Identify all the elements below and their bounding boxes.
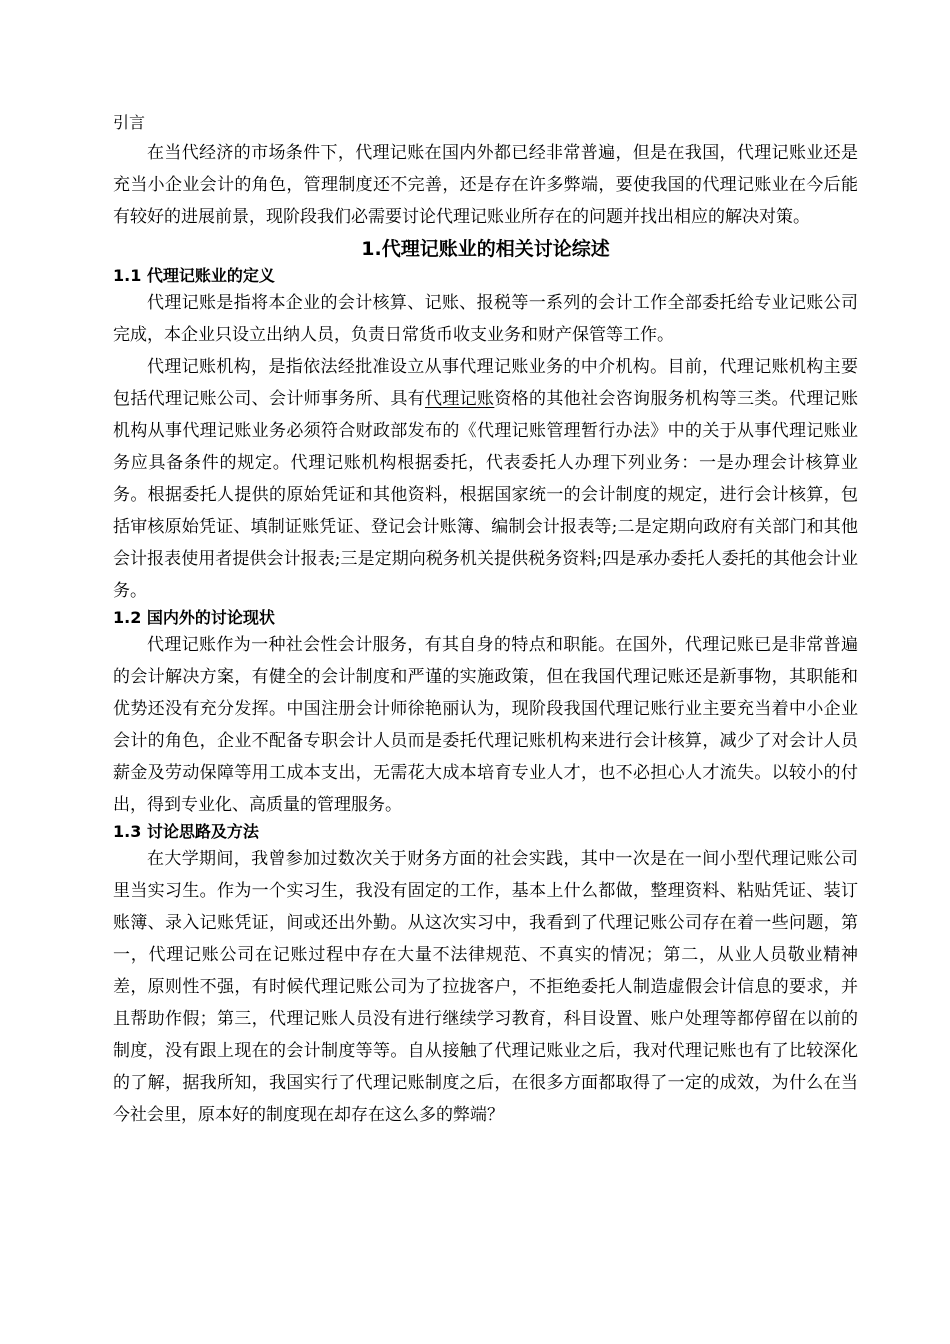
document-body [113,113,858,1131]
section-heading-1-1: 1.1 代理记账业的定义 [113,266,275,285]
chapter-title: 1.代理记账业的相关讨论综述 [361,238,610,260]
section-heading-1-2: 1.2 国内外的讨论现状 [113,608,275,627]
intro-paragraph: 在当代经济的市场条件下，代理记账在国内外都已经非常普遍，但是在我国，代理记账业还是充当小企业会计的角色，管理制度还不完善，还是存在许多弊端，要使我国的代理记账业在今后能有较好的进展前景，现阶段我们必需要讨论代理记账业所存在的问题并找出相应的解决对策。 [113,143,858,227]
section-1-2-paragraph-1: 代理记账作为一种社会性会计服务，有其自身的特点和职能。在国外，代理记账已是非常普遍的会计解决方案，有健全的会计制度和严谨的实施政策，但在我国代理记账还是新事物，其职能和优势还没有充分发挥。中国注册会计师徐艳丽认为，现阶段我国代理记账行业主要充当着中小企业会计的角色，企业不配备专职会计人员而是委托代理记账机构来进行会计核算，减少了对会计人员薪金及劳动保障等用工成本支出，无需花大成本培育专业人才，也不必担心人才流失。以较小的付出，得到专业化、高质量的管理服务。 [113,635,858,815]
intro-label: 引言 [113,113,146,132]
section-1-3-paragraph-1: 在大学期间，我曾参加过数次关于财务方面的社会实践，其中一次是在一间小型代理记账公司里当实习生。作为一个实习生，我没有固定的工作，基本上什么都做，整理资料、粘贴凭证、装订账簿、录入记账凭证，间或还出外勤。从这次实习中，我看到了代理记账公司存在着一些问题，第一，代理记账公司在记账过程中存在大量不法律规范、不真实的情况；第二，从业人员敬业精神差，原则性不强，有时候代理记账公司为了拉拢客户，不拒绝委托人制造虚假会计信息的要求，并且帮助作假；第三，代理记账人员没有进行继续学习教育，科目设置、账户处理等都停留在以前的制度，没有跟上现在的会计制度等等。自从接触了代理记账业之后，我对代理记账也有了比较深化的了解，据我所知，我国实行了代理记账制度之后，在很多方面都取得了一定的成效，为什么在当今社会里，原本好的制度现在却存在这么多的弊端？ [113,849,858,1125]
paragraph-text: 资格的其他社会咨询服务机构等三类。代理记账机构从事代理记账业务必须符合财政部发布的《代理记账管理暂行办法》中的关于从事代理记账业务应具备条件的规定。代理记账机构根据委托，代表委托人办理下列业务：一是办理会计核算业务。根据委托人提供的原始凭证和其他资料，根据国家统一的会计制度的规定，进行会计核算，包括审核原始凭证、填制证账凭证、登记会计账簿、编制会计报表等;二是定期向政府有关部门和其他会计报表使用者提供会计报表;三是定期向税务机关提供税务资料;四是承办委托人委托的其他会计业务。 [113,389,859,601]
section-1-1-paragraph-2 [113,351,858,607]
agency-bookkeeping-link[interactable]: 代理记账 [425,389,495,409]
section-1-1-paragraph-1: 代理记账是指将本企业的会计核算、记账、报税等一系列的会计工作全部委托给专业记账公司完成，本企业只设立出纳人员，负责日常货币收支业务和财产保管等工作。 [113,293,858,345]
section-heading-1-3: 1.3 讨论思路及方法 [113,822,259,841]
paragraph-text: 代理记账机构，是指依法经批准设立从事代理记账业务的中介机构。目前，代理记账机构主要包括代理记账公司、会计师事务所、具有 [113,357,858,409]
